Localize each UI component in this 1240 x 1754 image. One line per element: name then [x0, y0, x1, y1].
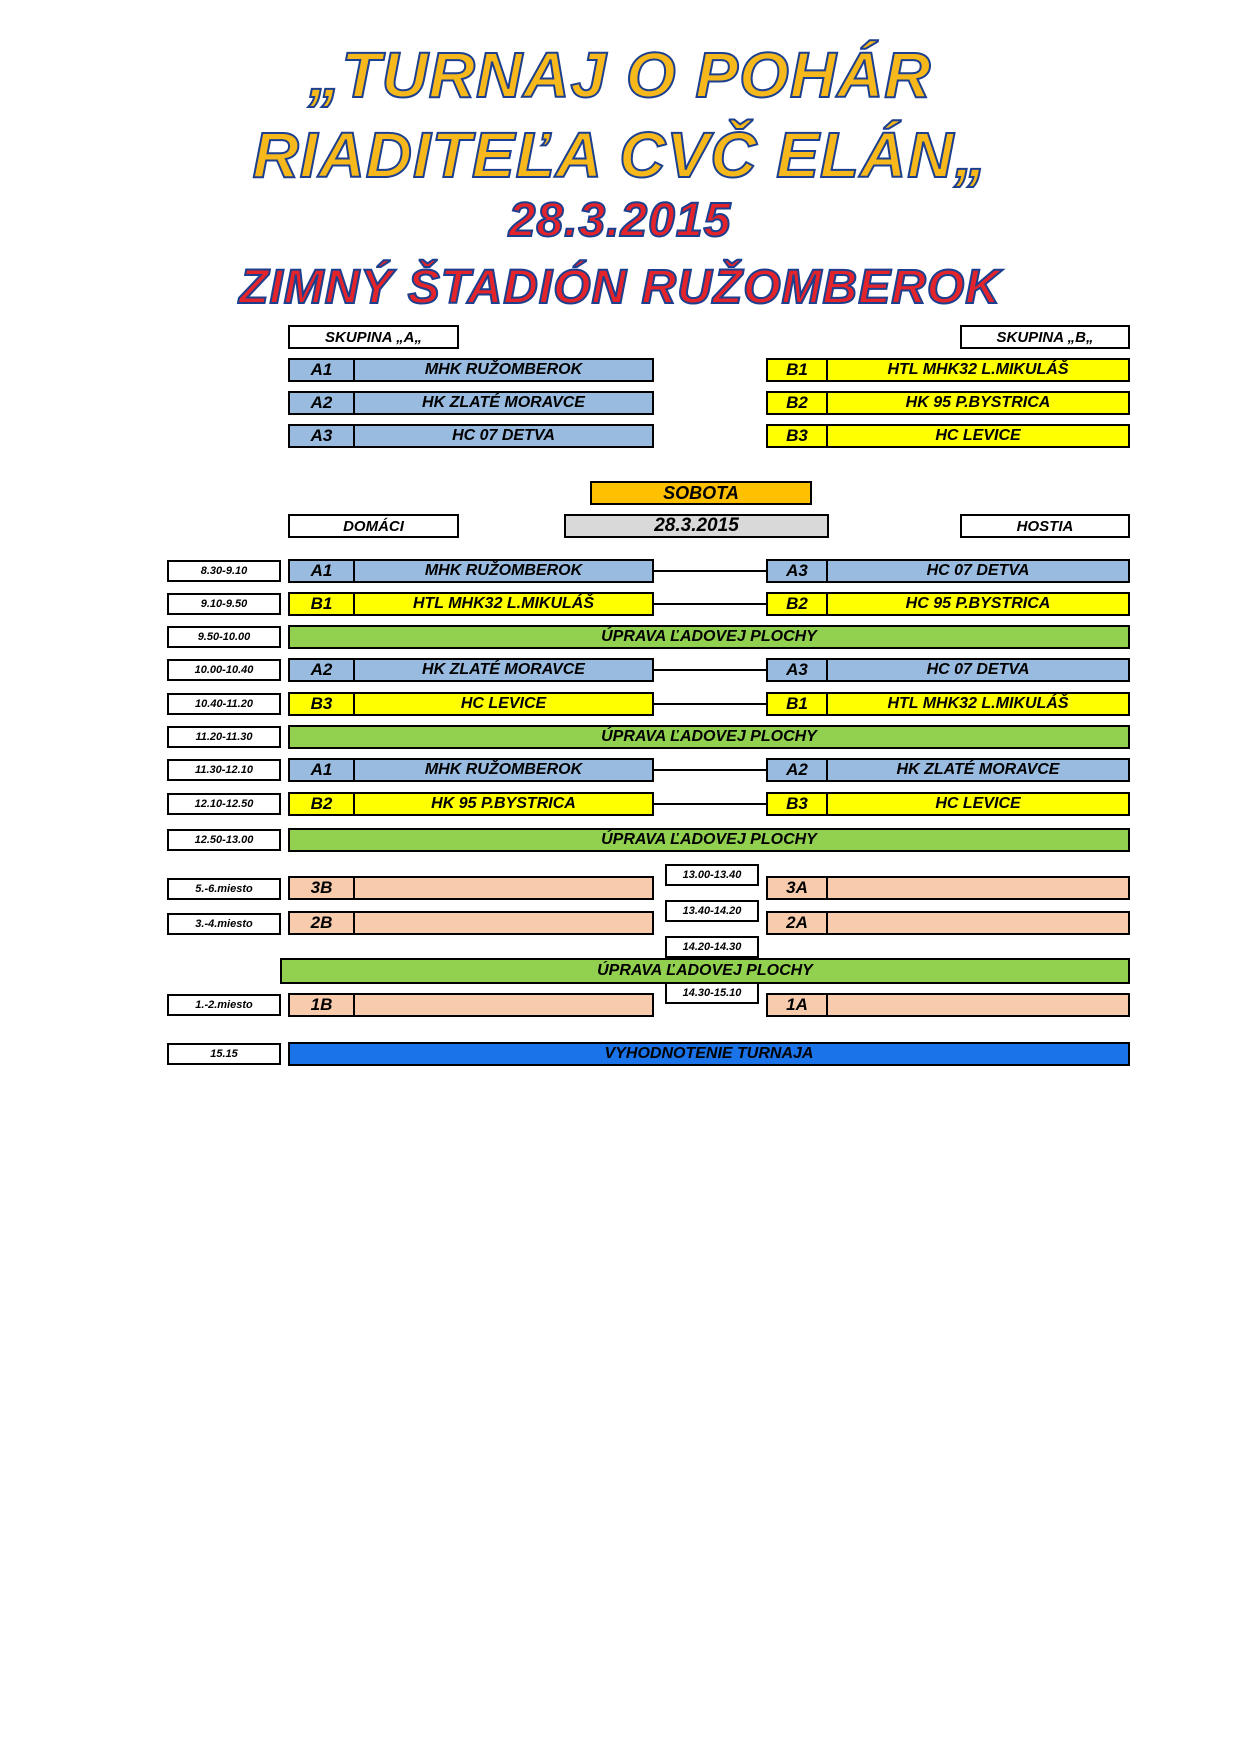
ice-final-time: 14.20-14.30 — [665, 936, 759, 958]
group-b-label: SKUPINA „B„ — [960, 325, 1130, 349]
match-time: 11.30-12.10 — [167, 759, 281, 781]
place34-away-team — [826, 911, 1130, 935]
away-team: HC 07 DETVA — [826, 658, 1130, 682]
ice-maintenance: ÚPRAVA ĽADOVEJ PLOCHY — [288, 828, 1130, 852]
home-team: HK ZLATÉ MORAVCE — [353, 658, 654, 682]
group-a-team-2: HK ZLATÉ MORAVCE — [353, 391, 654, 415]
place56-label: 5.-6.miesto — [167, 878, 281, 900]
match-time: 9.10-9.50 — [167, 593, 281, 615]
home-team: MHK RUŽOMBEROK — [353, 559, 654, 583]
ice-maintenance-final: ÚPRAVA ĽADOVEJ PLOCHY — [280, 958, 1130, 984]
place34-away-code: 2A — [766, 911, 828, 935]
match-time: 10.00-10.40 — [167, 659, 281, 681]
ice-maintenance: ÚPRAVA ĽADOVEJ PLOCHY — [288, 625, 1130, 649]
place34-time: 13.40-14.20 — [665, 900, 759, 922]
match-time: 10.40-11.20 — [167, 693, 281, 715]
group-b-code-1: B1 — [766, 358, 828, 382]
home-code: B1 — [288, 592, 355, 616]
match-time: 8.30-9.10 — [167, 560, 281, 582]
away-code: B2 — [766, 592, 828, 616]
vs-line — [654, 603, 766, 605]
group-b-code-2: B2 — [766, 391, 828, 415]
title-venue: ZIMNÝ ŠTADIÓN RUŽOMBEROK — [239, 261, 1001, 314]
vs-line — [654, 703, 766, 705]
home-label: DOMÁCI — [288, 514, 459, 538]
place56-home-code: 3B — [288, 876, 355, 900]
schedule-date: 28.3.2015 — [564, 514, 829, 538]
home-team: HK 95 P.BYSTRICA — [353, 792, 654, 816]
group-a-code-1: A1 — [288, 358, 355, 382]
place34-home-code: 2B — [288, 911, 355, 935]
match-time: 12.10-12.50 — [167, 793, 281, 815]
match-time: 11.20-11.30 — [167, 726, 281, 748]
place56-away-team — [826, 876, 1130, 900]
place34-label: 3.-4.miesto — [167, 913, 281, 935]
title-line-1: „TURNAJ O POHÁR — [308, 39, 932, 111]
away-team: HTL MHK32 L.MIKULÁŠ — [826, 692, 1130, 716]
home-code: B3 — [288, 692, 355, 716]
group-a-code-3: A3 — [288, 424, 355, 448]
away-team: HK ZLATÉ MORAVCE — [826, 758, 1130, 782]
closing-ceremony: VYHODNOTENIE TURNAJA — [288, 1042, 1130, 1066]
place56-home-team — [353, 876, 654, 900]
place12-away-code: 1A — [766, 993, 828, 1017]
home-code: A1 — [288, 559, 355, 583]
home-team: HC LEVICE — [353, 692, 654, 716]
place12-away-team — [826, 993, 1130, 1017]
home-code: A2 — [288, 658, 355, 682]
away-code: A3 — [766, 658, 828, 682]
vs-line — [654, 769, 766, 771]
away-team: HC 07 DETVA — [826, 559, 1130, 583]
group-b-code-3: B3 — [766, 424, 828, 448]
group-b-team-1: HTL MHK32 L.MIKULÁŠ — [826, 358, 1130, 382]
vs-line — [654, 570, 766, 572]
group-b-team-3: HC LEVICE — [826, 424, 1130, 448]
ice-maintenance: ÚPRAVA ĽADOVEJ PLOCHY — [288, 725, 1130, 749]
place56-away-code: 3A — [766, 876, 828, 900]
home-team: HTL MHK32 L.MIKULÁŠ — [353, 592, 654, 616]
place56-time: 13.00-13.40 — [665, 864, 759, 886]
match-time: 9.50-10.00 — [167, 626, 281, 648]
day-label: SOBOTA — [590, 481, 812, 505]
vs-line — [654, 669, 766, 671]
home-code: B2 — [288, 792, 355, 816]
place12-home-team — [353, 993, 654, 1017]
group-a-label: SKUPINA „A„ — [288, 325, 459, 349]
place34-home-team — [353, 911, 654, 935]
title-date: 28.3.2015 — [508, 194, 732, 247]
away-code: A2 — [766, 758, 828, 782]
vs-line — [654, 803, 766, 805]
place12-home-code: 1B — [288, 993, 355, 1017]
group-a-code-2: A2 — [288, 391, 355, 415]
away-code: A3 — [766, 559, 828, 583]
place12-time: 14.30-15.10 — [665, 982, 759, 1004]
away-label: HOSTIA — [960, 514, 1130, 538]
group-a-team-3: HC 07 DETVA — [353, 424, 654, 448]
away-code: B1 — [766, 692, 828, 716]
away-team: HC 95 P.BYSTRICA — [826, 592, 1130, 616]
closing-time: 15.15 — [167, 1043, 281, 1065]
away-code: B3 — [766, 792, 828, 816]
place12-label: 1.-2.miesto — [167, 994, 281, 1016]
title-line-2: RIADITEĽA CVČ ELÁN„ — [252, 119, 988, 191]
group-b-team-2: HK 95 P.BYSTRICA — [826, 391, 1130, 415]
match-time: 12.50-13.00 — [167, 829, 281, 851]
home-code: A1 — [288, 758, 355, 782]
home-team: MHK RUŽOMBEROK — [353, 758, 654, 782]
group-a-team-1: MHK RUŽOMBEROK — [353, 358, 654, 382]
away-team: HC LEVICE — [826, 792, 1130, 816]
